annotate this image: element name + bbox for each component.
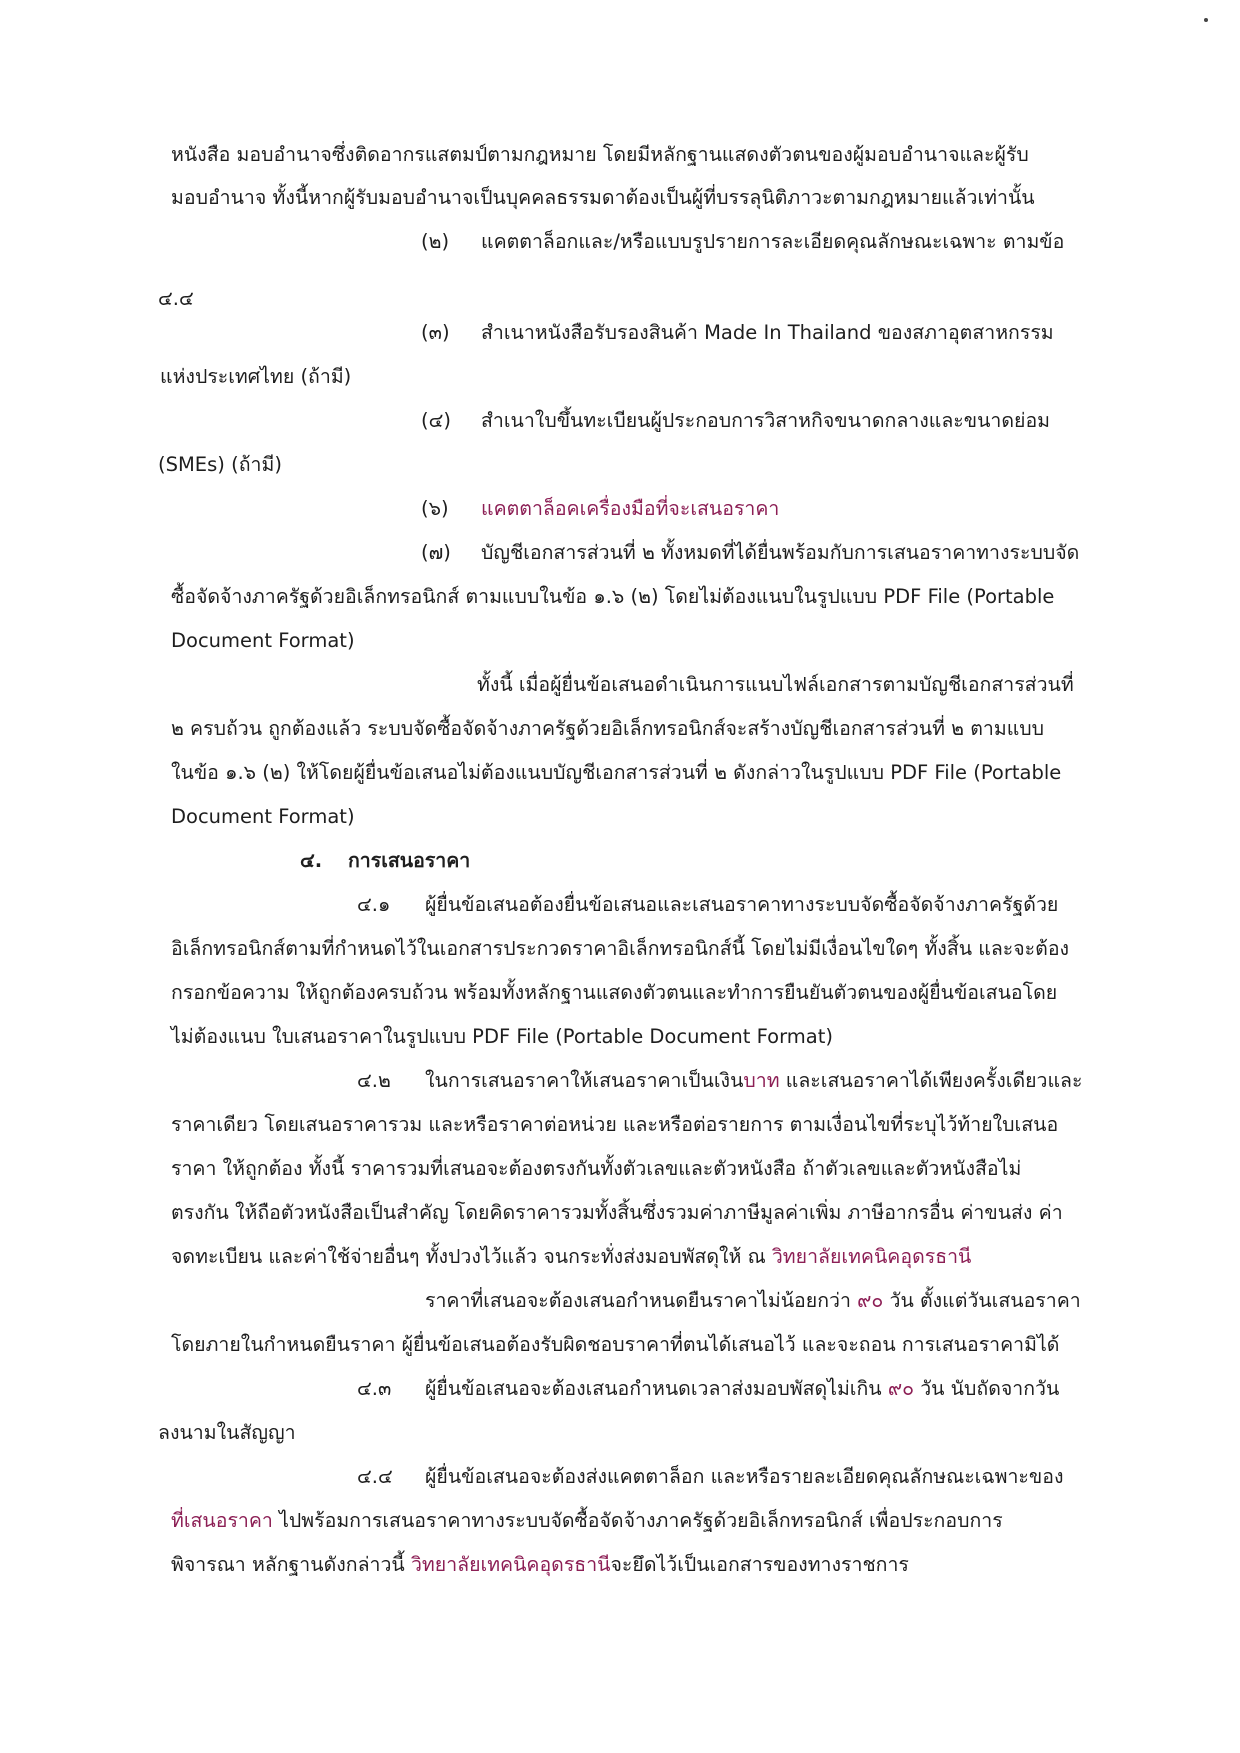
s44-line3 — [171, 1550, 909, 1580]
item-2-line2: ๔.๔ — [158, 287, 194, 310]
s42-line2: ราคาเดียว โดยเสนอราคารวม และหรือราคาต่อหน่วย และหรือต่อรายการ ตามเงื่อนไขที่ระบุไว้ท้ายใบเสนอ — [171, 1113, 1059, 1136]
s42-line4: ตรงกัน ให้ถือตัวหนังสือเป็นสำคัญ โดยคิดราคารวมทั้งสิ้นซึ่งรวมค่าภาษีมูลค่าเพิ่ม ภาษีอากรอื่น ค่าขนส่ง ค่า — [171, 1201, 1063, 1224]
s42-line5-text: จดทะเบียน และค่าใช้จ่ายอื่นๆ ทั้งปวงไว้แล้ว จนกระทั่งส่งมอบพัสดุให้ ณ — [171, 1245, 772, 1268]
s43-line1-text: ผู้ยื่นข้อเสนอจะต้องเสนอกำหนดเวลาส่งมอบพัสดุไม่เกิน — [425, 1377, 888, 1400]
s43-days: ๙๐ — [887, 1377, 914, 1400]
s44-line3-text: พิจารณา หลักฐานดังกล่าวนี้ — [171, 1553, 411, 1576]
s42-currency: บาท — [743, 1069, 780, 1092]
s41-line1: ผู้ยื่นข้อเสนอต้องยื่นข้อเสนอและเสนอราคาทางระบบจัดซื้อจัดจ้างภาครัฐด้วย — [425, 893, 1059, 916]
s42-line7: โดยภายในกำหนดยืนราคา ผู้ยื่นข้อเสนอต้องรับผิดชอบราคาที่ตนได้เสนอไว้ และจะถอน การเสนอราคามิได้ — [171, 1333, 1060, 1356]
s44-number: ๔.๔ — [357, 1465, 393, 1488]
s44-offered-item: ที่เสนอราคา — [171, 1509, 273, 1532]
s42-line6-rest: วัน ตั้งแต่วันเสนอราคา — [883, 1289, 1081, 1312]
item-3-number: (๓) — [421, 321, 450, 344]
note-line4: Document Format) — [171, 805, 355, 828]
s42-line1-rest: และเสนอราคาได้เพียงครั้งเดียวและ — [779, 1069, 1083, 1092]
item-2-line1: แคตตาล็อกและ/หรือแบบรูปรายการละเอียดคุณลักษณะเฉพาะ ตามข้อ — [481, 230, 1065, 253]
item-7-line3: Document Format) — [171, 629, 355, 652]
s41-line2: อิเล็กทรอนิกส์ตามที่กำหนดไว้ในเอกสารประกวดราคาอิเล็กทรอนิกส์นี้ โดยไม่มีเงื่อนไขใดๆ ทั้งสิ้น และจะต้อง — [171, 937, 1070, 960]
s44-line2 — [171, 1506, 1003, 1536]
s44-line3-rest: จะยึดไว้เป็นเอกสารของทางราชการ — [610, 1553, 909, 1576]
s42-line5 — [171, 1242, 971, 1272]
item-3-line1: สำเนาหนังสือรับรองสินค้า Made In Thailand ของสภาอุตสาหกรรม — [481, 321, 1054, 344]
s43-number: ๔.๓ — [357, 1377, 392, 1400]
section-4-number: ๔. — [300, 849, 323, 872]
item-4-line1: สำเนาใบขึ้นทะเบียนผู้ประกอบการวิสาหกิจขนาดกลางและขนาดย่อม — [481, 409, 1051, 432]
s42-number: ๔.๒ — [357, 1069, 391, 1092]
note-line1: ทั้งนี้ เมื่อผู้ยื่นข้อเสนอดำเนินการแนบไฟล์เอกสารตามบัญชีเอกสารส่วนที่ — [477, 673, 1074, 696]
s41-line4: ไม่ต้องแนบ ใบเสนอราคาในรูปแบบ PDF File (Portable Document Format) — [171, 1025, 833, 1048]
section-4-title: การเสนอราคา — [348, 849, 471, 872]
para1-line2: มอบอำนาจ ทั้งนี้หากผู้รับมอบอำนาจเป็นบุคคลธรรมดาต้องเป็นผู้ที่บรรลุนิติภาวะตามกฎหมายแล้วเท่านั้น — [171, 186, 1035, 209]
item-7-line1: บัญชีเอกสารส่วนที่ ๒ ทั้งหมดที่ได้ยื่นพร้อมกับการเสนอราคาทางระบบจัด — [481, 541, 1080, 564]
s42-days: ๙๐ — [857, 1289, 884, 1312]
s41-number: ๔.๑ — [357, 893, 391, 916]
s42-line6-text: ราคาที่เสนอจะต้องเสนอกำหนดยืนราคาไม่น้อยกว่า — [425, 1289, 858, 1312]
item-6-line1: แคตตาล็อคเครื่องมือที่จะเสนอราคา — [481, 497, 780, 520]
item-2-number: (๒) — [421, 230, 450, 253]
s43-line1 — [425, 1374, 1059, 1404]
s42-line1-text: ในการเสนอราคาให้เสนอราคาเป็นเงิน — [425, 1069, 744, 1092]
s44-line2-rest: ไปพร้อมการเสนอราคาทางระบบจัดซื้อจัดจ้างภาครัฐด้วยอิเล็กทรอนิกส์ เพื่อประกอบการ — [272, 1509, 1003, 1532]
s42-college-name: วิทยาลัยเทคนิคอุดรธานี — [771, 1245, 972, 1268]
s41-line3: กรอกข้อความ ให้ถูกต้องครบถ้วน พร้อมทั้งหลักฐานแสดงตัวตนและทำการยืนยันตัวตนของผู้ยื่นข้อเสนอโดย — [171, 981, 1058, 1004]
note-line2: ๒ ครบถ้วน ถูกต้องแล้ว ระบบจัดซื้อจัดจ้างภาครัฐด้วยอิเล็กทรอนิกส์จะสร้างบัญชีเอกสารส่วนที่ ๒ ตามแบบ — [171, 717, 1045, 740]
note-line3: ในข้อ ๑.๖ (๒) ให้โดยผู้ยื่นข้อเสนอไม่ต้องแนบบัญชีเอกสารส่วนที่ ๒ ดังกล่าวในรูปแบบ PDF File (Portable — [171, 761, 1062, 784]
s42-line6 — [425, 1286, 1081, 1316]
para1-line1: หนังสือ มอบอำนาจซึ่งติดอากรแสตมป์ตามกฎหมาย โดยมีหลักฐานแสดงตัวตนของผู้มอบอำนาจและผู้รับ — [171, 143, 1029, 166]
item-6-number: (๖) — [421, 497, 449, 520]
s42-line1 — [425, 1066, 1082, 1096]
s42-line3: ราคา ให้ถูกต้อง ทั้งนี้ ราคารวมที่เสนอจะต้องตรงกันทั้งตัวเลขและตัวหนังสือ ถ้าตัวเลขและตัวหนังสือไม่ — [171, 1157, 1022, 1180]
item-4-number: (๔) — [421, 409, 451, 432]
item-7-number: (๗) — [421, 541, 451, 564]
item-3-line2: แห่งประเทศไทย (ถ้ามี) — [160, 365, 352, 388]
s43-line1-rest: วัน นับถัดจากวัน — [914, 1377, 1060, 1400]
scan-speck — [1204, 18, 1208, 22]
s43-line2: ลงนามในสัญญา — [158, 1421, 296, 1444]
item-4-line2: (SMEs) (ถ้ามี) — [158, 453, 282, 476]
s44-line1: ผู้ยื่นข้อเสนอจะต้องส่งแคตตาล็อก และหรือรายละเอียดคุณลักษณะเฉพาะของ — [425, 1465, 1064, 1488]
s44-college-name: วิทยาลัยเทคนิคอุดรธานี — [410, 1553, 611, 1576]
item-7-line2: ซื้อจัดจ้างภาครัฐด้วยอิเล็กทรอนิกส์ ตามแบบในข้อ ๑.๖ (๒) โดยไม่ต้องแนบในรูปแบบ PDF File (Portable — [171, 585, 1055, 608]
